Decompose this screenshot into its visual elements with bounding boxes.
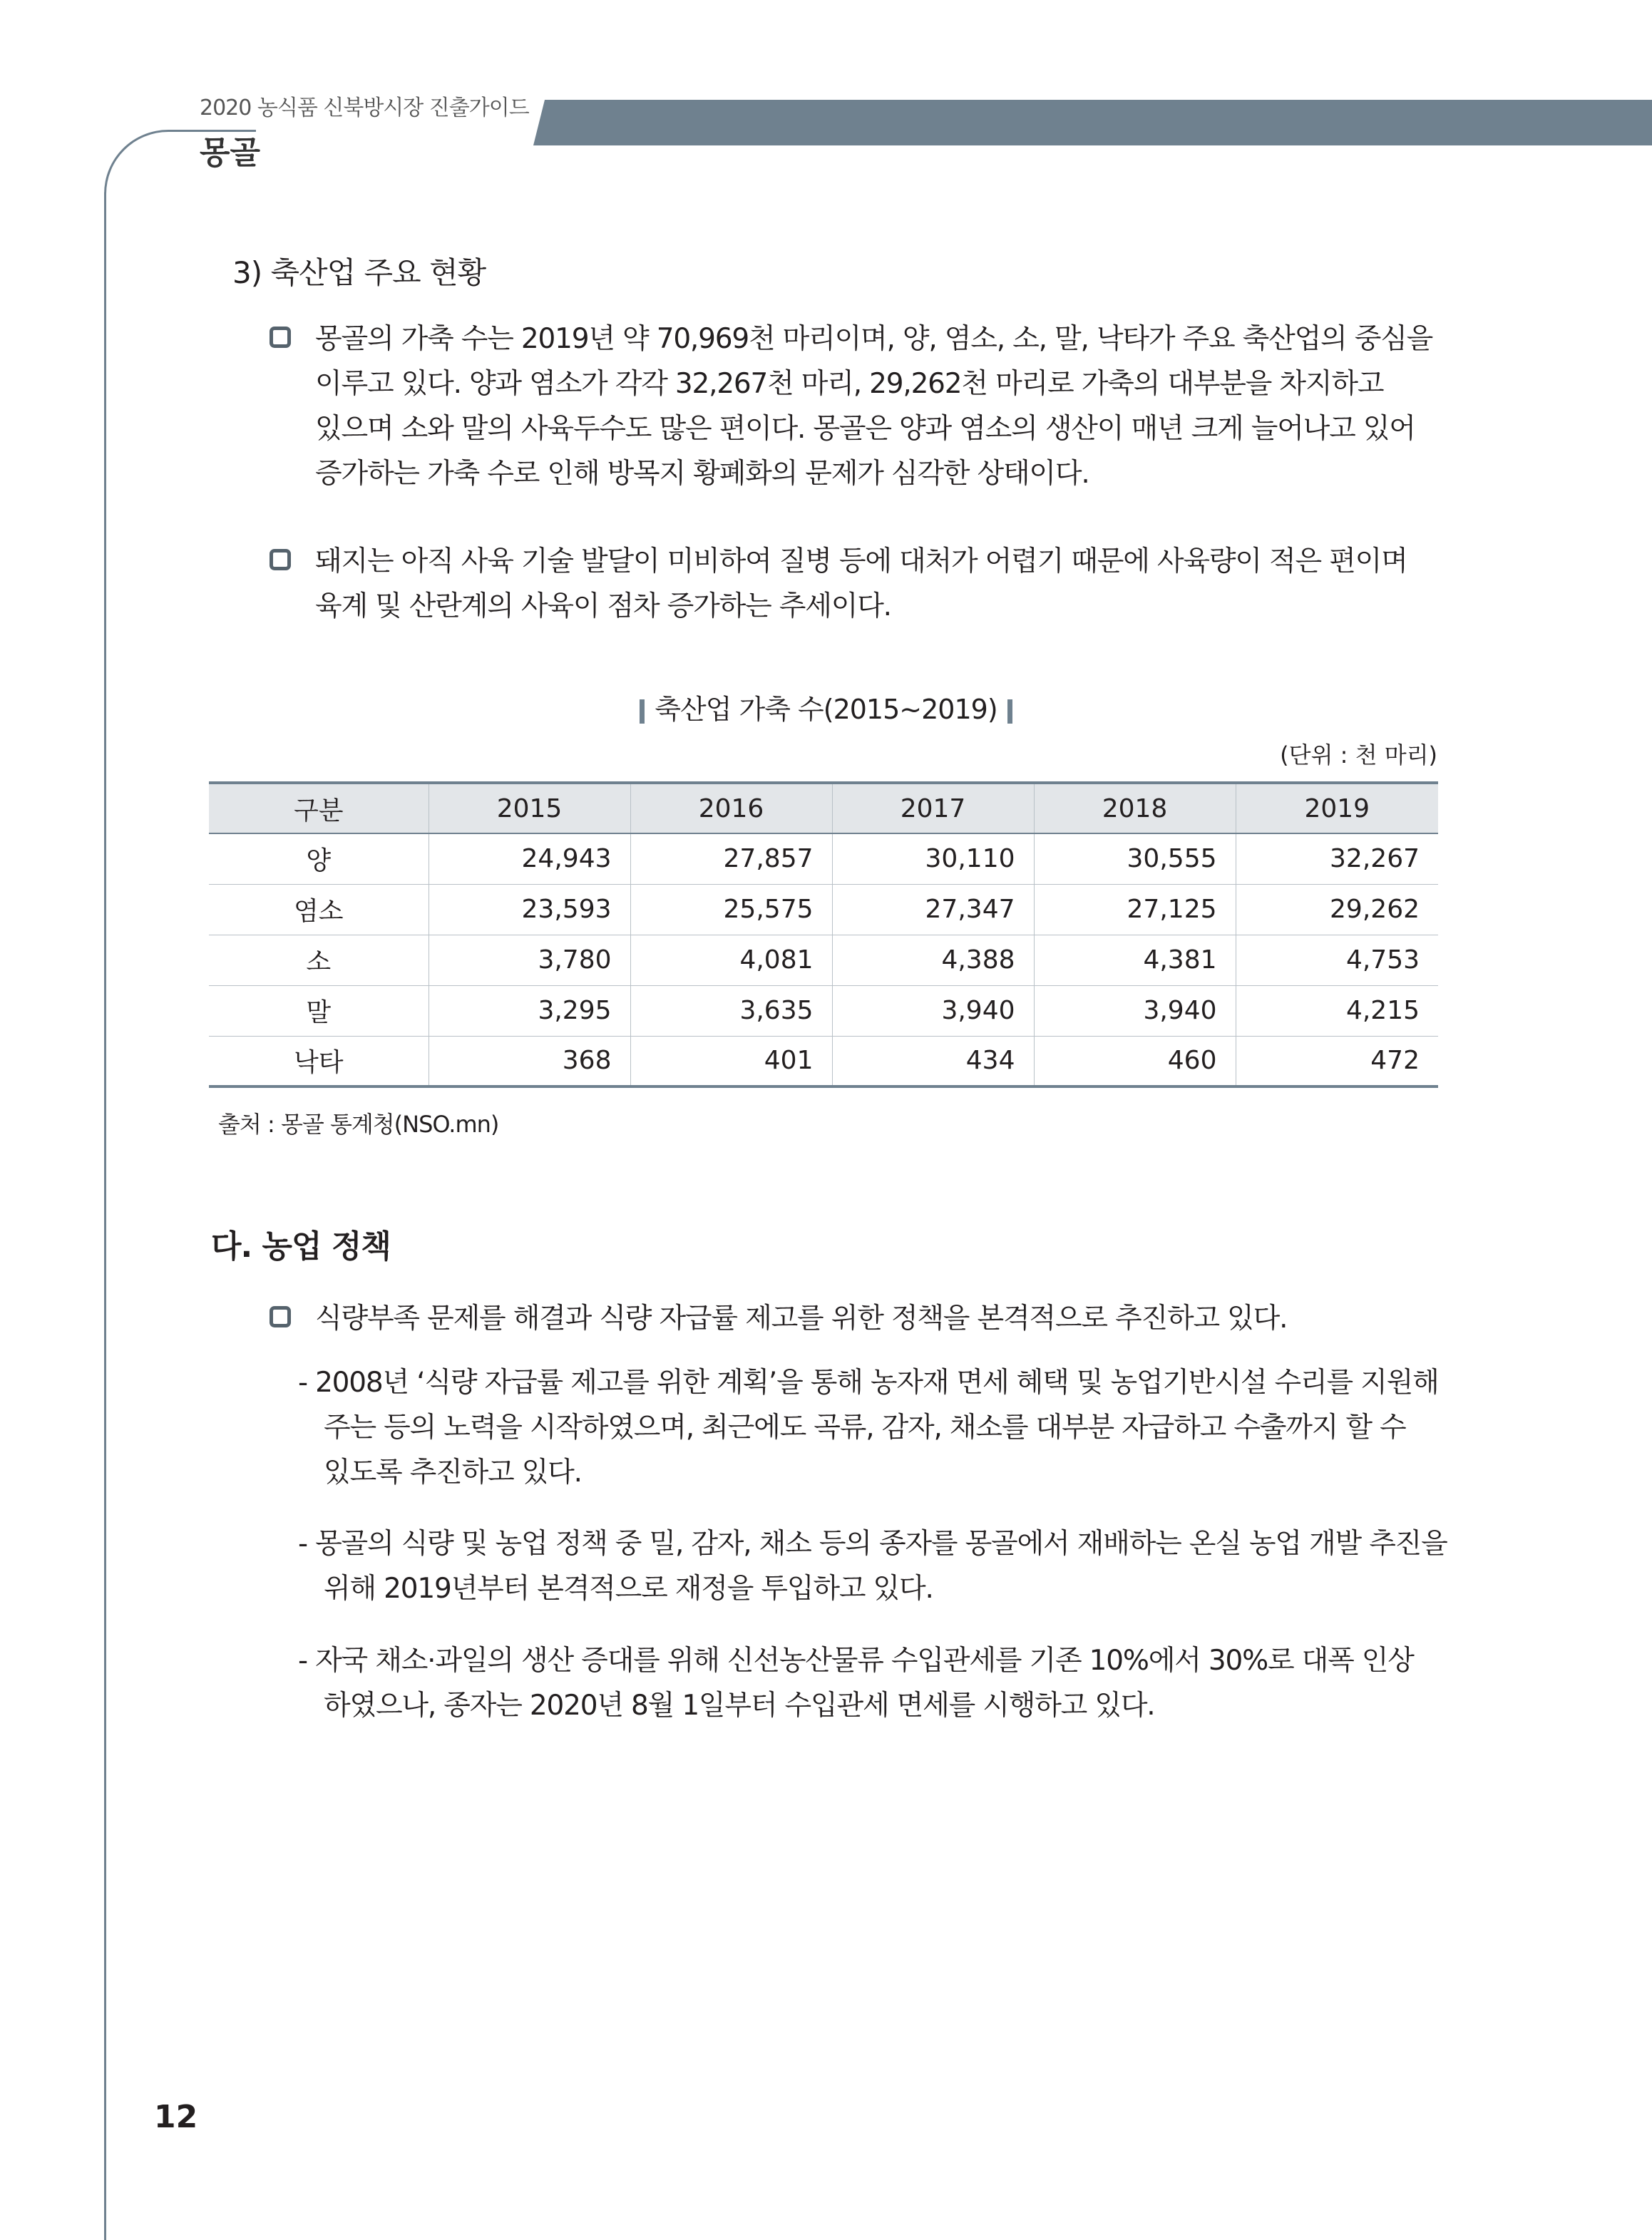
page-frame-line xyxy=(104,192,106,2240)
paragraph-line: 주는 등의 노력을 시작하였으며, 최근에도 곡류, 감자, 채소를 대부분 자급하고 수출까지 할 수 xyxy=(324,1412,1406,1444)
dash-item xyxy=(298,1521,1447,1611)
table-cell: 27,125 xyxy=(1034,884,1236,935)
table-cell: 4,753 xyxy=(1236,935,1438,985)
livestock-table xyxy=(209,781,1438,1088)
table-cell: 30,555 xyxy=(1034,833,1236,884)
paragraph-line: 돼지는 아직 사육 기술 발달이 미비하여 질병 등에 대처가 어렵기 때문에 사육량이 적은 편이며 xyxy=(315,545,1407,577)
paragraph-line: 있도록 추진하고 있다. xyxy=(324,1456,582,1489)
column-header: 2018 xyxy=(1034,783,1236,833)
paragraph-line: 이루고 있다. 양과 염소가 각각 32,267천 마리, 29,262천 마리로 가축의 대부분을 차지하고 xyxy=(315,368,1384,400)
column-header: 2016 xyxy=(630,783,832,833)
paragraph xyxy=(315,539,1407,629)
paragraph-line: 하였으나, 종자는 2020년 8월 1일부터 수입관세 면세를 시행하고 있다. xyxy=(324,1690,1155,1722)
square-bullet-icon xyxy=(270,549,291,570)
column-header: 구분 xyxy=(209,783,429,833)
table-cell: 30,110 xyxy=(832,833,1034,884)
paragraph-line: 몽골의 가축 수는 2019년 약 70,969천 마리이며, 양, 염소, 소, 말, 낙타가 주요 축산업의 중심을 xyxy=(315,323,1433,355)
table-cell: 25,575 xyxy=(630,884,832,935)
dash-item xyxy=(298,1638,1414,1728)
table-cell: 4,215 xyxy=(1236,985,1438,1036)
square-bullet-icon xyxy=(270,1306,291,1327)
header-bar xyxy=(533,100,1652,145)
table-source: 출처 : 몽골 통계청(NSO.mn) xyxy=(218,1111,499,1138)
paragraph-line: 육계 및 산란계의 사육이 점차 증가하는 추세이다. xyxy=(315,590,891,622)
paragraph xyxy=(315,317,1432,496)
paragraph xyxy=(315,1296,1287,1341)
row-label: 소 xyxy=(209,935,429,985)
paragraph-line: - 자국 채소·과일의 생산 증대를 위해 신선농산물류 수입관세를 기존 10%에서 30%로 대폭 인상 xyxy=(298,1645,1414,1677)
table-cell: 3,940 xyxy=(1034,985,1236,1036)
table-cell: 4,388 xyxy=(832,935,1034,985)
page-number: 12 xyxy=(154,2099,198,2135)
header-subtitle: 2020 농식품 신북방시장 진출가이드 xyxy=(200,96,529,120)
table-cell: 24,943 xyxy=(429,833,630,884)
table-cell: 29,262 xyxy=(1236,884,1438,935)
caption-bar-right xyxy=(1007,699,1012,724)
table-caption-text: 축산업 가축 수(2015~2019) xyxy=(655,694,997,725)
table-row xyxy=(209,985,1438,1036)
paragraph-line: - 몽골의 식량 및 농업 정책 중 밀, 감자, 채소 등의 종자를 몽골에서 재배하는 온실 농업 개발 추진을 xyxy=(298,1528,1447,1560)
section-title: 3) 축산업 주요 현황 xyxy=(232,255,486,290)
column-header: 2015 xyxy=(429,783,630,833)
row-label: 낙타 xyxy=(209,1036,429,1086)
table-cell: 27,857 xyxy=(630,833,832,884)
row-label: 양 xyxy=(209,833,429,884)
table-cell: 368 xyxy=(429,1036,630,1086)
table-row xyxy=(209,1036,1438,1086)
caption-bar-left xyxy=(640,699,645,724)
table-cell: 460 xyxy=(1034,1036,1236,1086)
table-cell: 23,593 xyxy=(429,884,630,935)
column-header: 2019 xyxy=(1236,783,1438,833)
paragraph-line: 증가하는 가축 수로 인해 방목지 황폐화의 문제가 심각한 상태이다. xyxy=(315,458,1089,490)
table-cell: 472 xyxy=(1236,1036,1438,1086)
table-cell: 4,081 xyxy=(630,935,832,985)
header-title: 몽골 xyxy=(200,135,261,171)
row-label: 말 xyxy=(209,985,429,1036)
table-cell: 3,635 xyxy=(630,985,832,1036)
table-cell: 3,780 xyxy=(429,935,630,985)
table-row xyxy=(209,935,1438,985)
table-cell: 434 xyxy=(832,1036,1034,1086)
paragraph-line: - 2008년 ‘식량 자급률 제고를 위한 계획’을 통해 농자재 면세 혜택 및 농업기반시설 수리를 지원해 xyxy=(298,1367,1439,1399)
table-cell: 32,267 xyxy=(1236,833,1438,884)
table-cell: 4,381 xyxy=(1034,935,1236,985)
paragraph-line: 있으며 소와 말의 사육두수도 많은 편이다. 몽골은 양과 염소의 생산이 매년 크게 늘어나고 있어 xyxy=(315,413,1415,445)
paragraph-line: 식량부족 문제를 해결과 식량 자급률 제고를 위한 정책을 본격적으로 추진하고 있다. xyxy=(315,1303,1288,1335)
section-title: 다. 농업 정책 xyxy=(211,1228,391,1265)
table-row xyxy=(209,884,1438,935)
dash-item xyxy=(298,1360,1439,1495)
square-bullet-icon xyxy=(270,327,291,348)
row-label: 염소 xyxy=(209,884,429,935)
column-header: 2017 xyxy=(832,783,1034,833)
table-header-row xyxy=(209,783,1438,833)
table-unit: (단위 : 천 마리) xyxy=(1280,741,1437,769)
table-cell: 3,295 xyxy=(429,985,630,1036)
table-cell: 401 xyxy=(630,1036,832,1086)
paragraph-line: 위해 2019년부터 본격적으로 재정을 투입하고 있다. xyxy=(324,1573,933,1605)
table-row xyxy=(209,833,1438,884)
table-cell: 27,347 xyxy=(832,884,1034,935)
table-cell: 3,940 xyxy=(832,985,1034,1036)
table-caption xyxy=(0,687,1652,726)
